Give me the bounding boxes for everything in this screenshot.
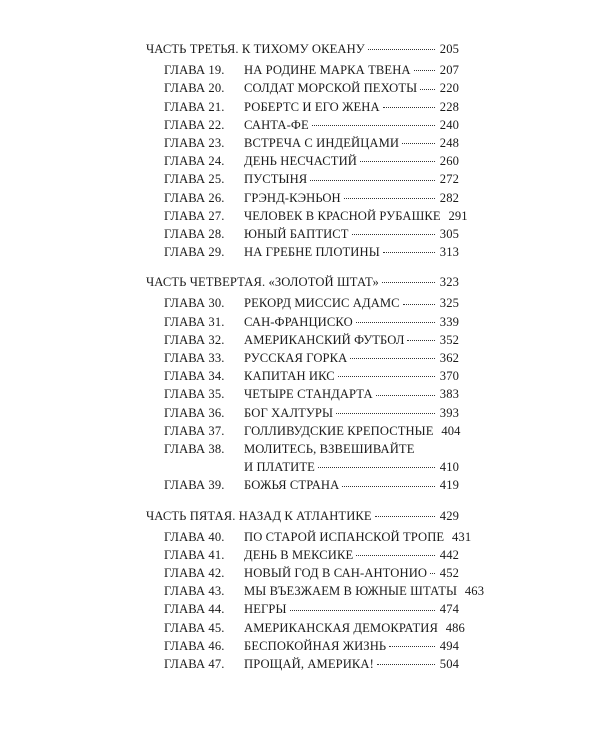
chapter-number: ГЛАВА 26. [164,190,225,205]
chapter-title: МОЛИТЕСЬ, ВЗВЕШИВАЙТЕ [244,441,415,456]
chapter-title: ДЕНЬ В МЕКСИКЕ [244,547,354,562]
chapter-title: ПРОЩАЙ, АМЕРИКА! [244,657,374,671]
part-title: ЧАСТЬ ТРЕТЬЯ. К ТИХОМУ ОКЕАНУ [146,42,365,56]
chapter-title: САН-ФРАНЦИСКО [244,314,353,329]
chapter-number: ГЛАВА 40. [164,529,225,544]
toc-part-section [146,40,468,261]
chapter-number: ГЛАВА 29. [164,245,225,260]
page-number: 431 [452,529,472,544]
page-number: 272 [439,172,459,187]
page-number: 352 [439,332,459,347]
dot-leader [368,49,435,50]
dot-leader [336,413,435,414]
chapter-number: ГЛАВА 45. [164,620,225,635]
chapter-number: ГЛАВА 21. [164,99,225,114]
chapter-title: ДЕНЬ НЕСЧАСТИЙ [244,154,357,169]
chapter-number: ГЛАВА 32. [164,332,225,347]
chapter-title: ПО СТАРОЙ ИСПАНСКОЙ ТРОПЕ [244,529,445,544]
chapter-number: ГЛАВА 46. [164,638,225,653]
dot-leader [356,322,435,323]
chapter-title: КАПИТАН ИКС [244,369,335,384]
chapter-number: ГЛАВА 19. [164,63,225,78]
chapter-row-continuation [146,458,459,476]
chapter-row [146,152,459,170]
dot-leader [414,70,435,71]
chapter-row [146,564,459,582]
page-number: 282 [439,190,459,205]
dot-leader [383,107,435,108]
dot-leader [342,486,435,487]
chapter-row [146,243,459,261]
page-number: 228 [439,99,459,114]
chapter-number: ГЛАВА 47. [164,657,225,671]
chapter-row [146,189,459,207]
dot-leader [403,304,435,305]
part-title: ЧАСТЬ ЧЕТВЕРТАЯ. «ЗОЛОТОЙ ШТАТ» [146,275,379,290]
page-number: 207 [439,63,459,78]
chapter-title: ВСТРЕЧА С ИНДЕЙЦАМИ [244,135,400,150]
chapter-title: ПУСТЫНЯ [244,172,308,187]
dot-leader [318,467,435,468]
chapter-row [146,225,459,243]
page-number: 404 [441,423,461,438]
chapter-row [146,404,459,422]
dot-leader [350,358,435,359]
chapter-row [146,637,459,655]
chapter-number: ГЛАВА 39. [164,478,225,493]
chapter-title: НОВЫЙ ГОД В САН-АНТОНИО [244,566,428,581]
page-number: 205 [439,42,459,56]
chapter-number: ГЛАВА 22. [164,117,225,132]
chapter-number: ГЛАВА 33. [164,351,225,365]
chapter-row [146,600,459,618]
chapter-title: ЧЕТЫРЕ СТАНДАРТА [244,387,373,402]
table-of-contents [146,40,485,673]
page-number: 463 [464,584,485,599]
dot-leader [383,252,435,253]
page-number: 486 [445,620,465,635]
chapter-title: ГРЭНД-КЭНЬОН [244,190,341,205]
dot-leader [382,282,435,283]
chapter-number: ГЛАВА 25. [164,172,225,187]
dot-leader [430,573,435,574]
chapter-number: ГЛАВА 36. [164,405,225,420]
chapter-row [146,313,459,331]
chapter-row [146,367,459,385]
chapter-title-continuation: И ПЛАТИТЕ [244,460,315,475]
dot-leader [356,555,435,556]
page-number: 362 [439,351,459,365]
page-number: 248 [439,135,459,150]
page-number: 494 [439,638,459,653]
page-number: 323 [439,275,459,290]
dot-leader [312,125,435,126]
page-number: 240 [439,117,459,132]
chapter-row [146,476,459,494]
chapter-number: ГЛАВА 27. [164,208,225,223]
chapter-title: АМЕРИКАНСКИЙ ФУТБОЛ [244,332,405,347]
chapter-row [146,61,459,79]
chapter-title: НЕГРЫ [244,602,287,617]
chapter-title: ЮНЫЙ БАПТИСТ [244,226,349,241]
page-number: 291 [448,208,468,223]
chapter-row [146,528,472,546]
chapter-number: ГЛАВА 24. [164,154,225,169]
page-number: 452 [439,566,459,581]
chapter-title: РОБЕРТС И ЕГО ЖЕНА [244,99,380,114]
chapter-number: ГЛАВА 37. [164,423,225,438]
chapter-row [146,79,459,97]
chapter-row [146,385,459,403]
page-number: 220 [439,81,459,96]
chapter-row [146,422,459,440]
page-number: 325 [439,296,459,311]
chapter-row [146,331,459,349]
page-number: 442 [439,547,459,562]
dot-leader [310,180,435,181]
page-number: 429 [439,508,459,523]
chapter-number: ГЛАВА 43. [164,584,225,599]
chapter-number: ГЛАВА 42. [164,566,225,581]
part-heading [146,40,459,58]
chapter-title: РУССКАЯ ГОРКА [244,351,348,365]
chapter-title: САНТА-ФЕ [244,117,309,132]
page-number: 383 [439,387,459,402]
chapter-title: МЫ ВЪЕЗЖАЕМ В ЮЖНЫЕ ШТАТЫ [244,584,458,599]
page-number: 419 [439,478,459,493]
dot-leader [344,198,435,199]
chapter-row [146,582,485,600]
dot-leader [389,646,435,647]
page-number: 313 [439,245,459,260]
chapter-row [146,98,459,116]
part-heading [146,507,459,525]
chapter-row [146,440,459,458]
chapter-row [146,546,459,564]
page-number: 260 [439,154,459,169]
chapter-title: НА ГРЕБНЕ ПЛОТИНЫ [244,245,380,260]
chapter-row [146,170,459,188]
chapter-title: РЕКОРД МИССИС АДАМС [244,296,400,311]
page-number: 370 [439,369,459,384]
chapter-title: БЕСПОКОЙНАЯ ЖИЗНЬ [244,638,387,653]
chapter-row [146,655,459,673]
chapter-row [146,294,459,312]
part-title: ЧАСТЬ ПЯТАЯ. НАЗАД К АТЛАНТИКЕ [146,508,372,523]
chapter-title: БОГ ХАЛТУРЫ [244,405,334,420]
page-number: 393 [439,405,459,420]
dot-leader [338,376,435,377]
chapter-row [146,116,459,134]
page-number: 305 [439,226,459,241]
dot-leader [407,340,435,341]
chapter-row [146,349,459,367]
chapter-number: ГЛАВА 38. [164,441,225,456]
chapter-number: ГЛАВА 44. [164,602,225,617]
dot-leader [420,89,435,90]
chapter-number: ГЛАВА 35. [164,387,225,402]
chapter-number: ГЛАВА 28. [164,226,225,241]
chapter-title: СОЛДАТ МОРСКОЙ ПЕХОТЫ [244,81,418,96]
chapter-title: НА РОДИНЕ МАРКА ТВЕНА [244,63,411,78]
dot-leader [376,395,435,396]
toc-part-section [146,273,459,494]
chapter-title: БОЖЬЯ СТРАНА [244,478,340,493]
chapter-number: ГЛАВА 31. [164,314,225,329]
chapter-number: ГЛАВА 30. [164,296,225,311]
part-heading [146,273,459,291]
dot-leader [377,664,435,665]
page-number: 339 [439,314,459,329]
dot-leader [290,610,435,611]
page-number: 504 [439,657,459,671]
chapter-row [146,207,468,225]
dot-leader [360,161,435,162]
chapter-number: ГЛАВА 20. [164,81,225,96]
dot-leader [375,516,435,517]
chapter-title: АМЕРИКАНСКАЯ ДЕМОКРАТИЯ [244,620,438,635]
chapter-title: ЧЕЛОВЕК В КРАСНОЙ РУБАШКЕ [244,208,441,223]
chapter-row [146,619,465,637]
dot-leader [352,234,435,235]
dot-leader [402,143,435,144]
chapter-title: ГОЛЛИВУДСКИЕ КРЕПОСТНЫЕ [244,423,434,438]
chapter-number: ГЛАВА 41. [164,547,225,562]
chapter-number: ГЛАВА 23. [164,135,225,150]
chapter-number: ГЛАВА 34. [164,369,225,384]
toc-part-section [146,507,485,674]
page-number: 410 [439,460,459,475]
page-number: 474 [439,602,459,617]
chapter-row [146,134,459,152]
